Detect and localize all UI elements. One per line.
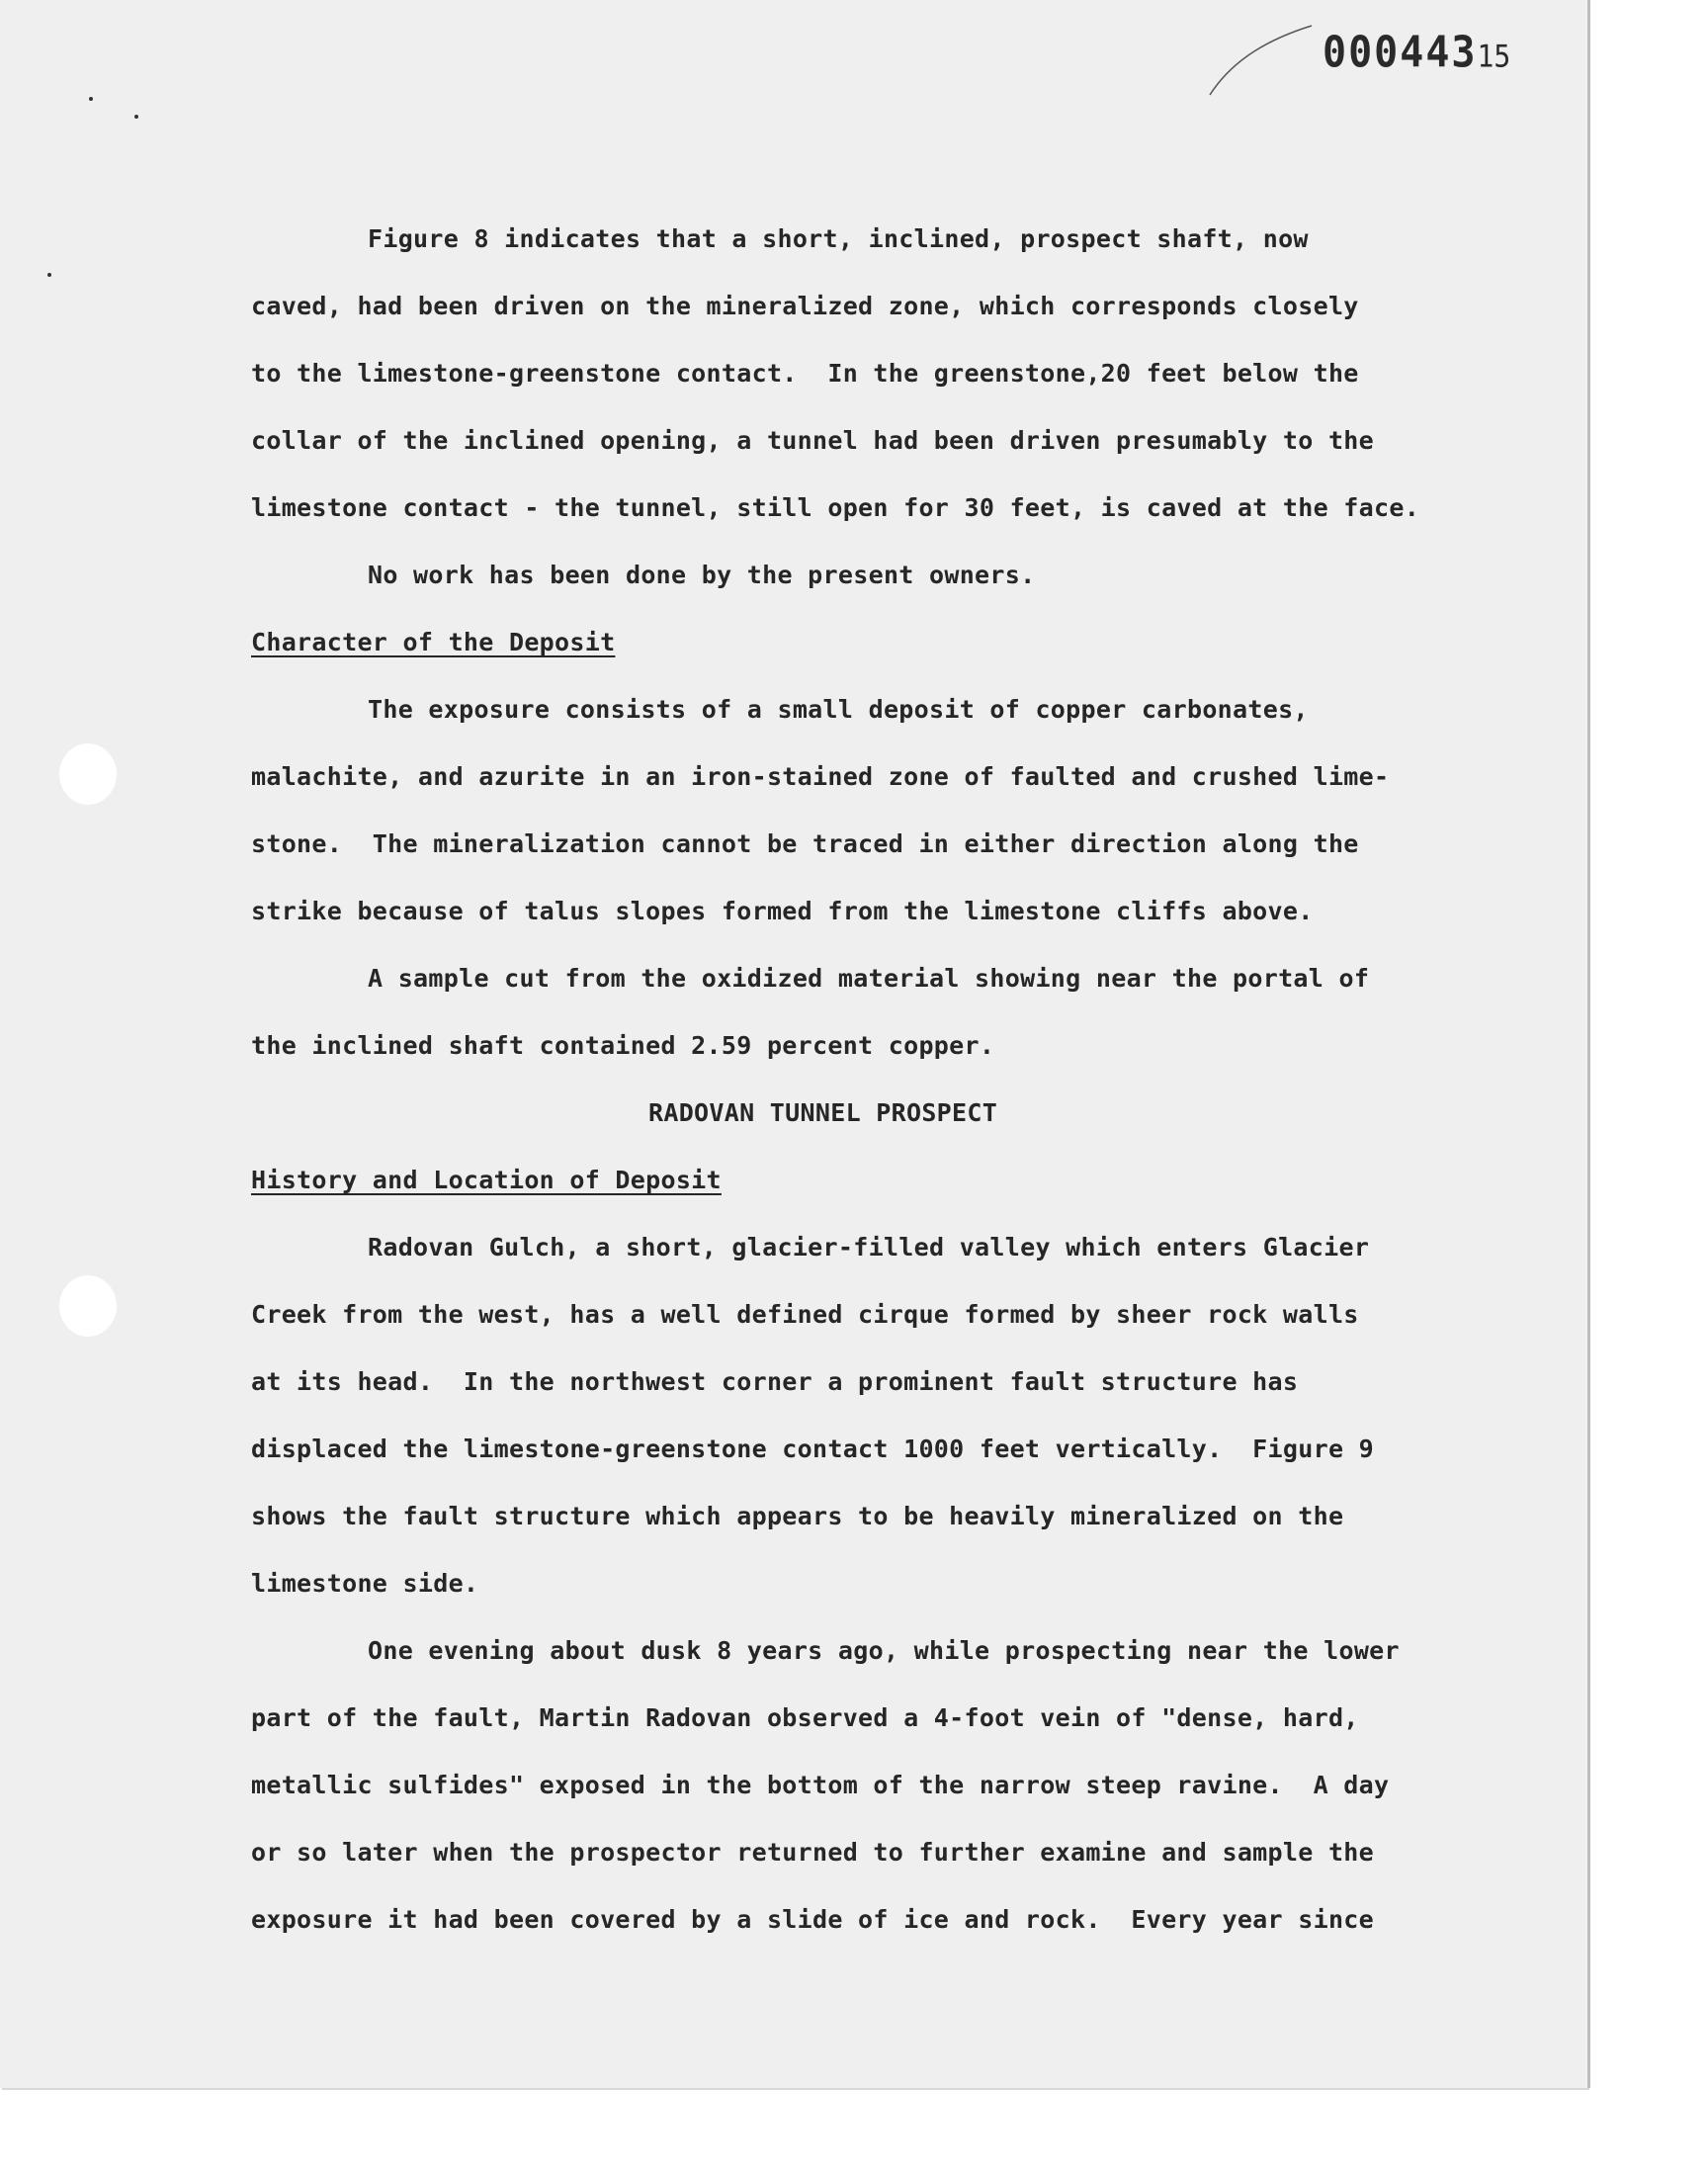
text-line: Creek from the west, has a well defined cirque formed by sheer rock walls xyxy=(251,1300,1359,1329)
punch-hole-lower xyxy=(59,1275,117,1337)
text-line: the inclined shaft contained 2.59 percent copper. xyxy=(251,1031,995,1060)
text-line: collar of the inclined opening, a tunnel had been driven presumably to the xyxy=(251,426,1374,455)
text-line: part of the fault, Martin Radovan observed a 4-foot vein of "dense, hard, xyxy=(251,1703,1359,1732)
page-number-main: 00044 xyxy=(1323,27,1452,78)
paper-speck xyxy=(89,97,93,101)
section-heading-character: Character of the Deposit xyxy=(251,628,616,656)
text-line: Figure 8 indicates that a short, inclined, prospect shaft, now xyxy=(368,224,1309,253)
text-line: limestone side. xyxy=(251,1569,479,1598)
page-number xyxy=(1323,28,1510,78)
page-edge xyxy=(1587,0,1590,2088)
text-line: at its head. In the northwest corner a prominent fault structure has xyxy=(251,1367,1299,1396)
document-body xyxy=(251,206,1536,1954)
pen-stroke-mark xyxy=(1208,18,1317,97)
paper-speck xyxy=(134,115,138,119)
text-line: caved, had been driven on the mineralized zone, which corresponds closely xyxy=(251,292,1359,320)
text-line: exposure it had been covered by a slide of ice and rock. Every year since xyxy=(251,1905,1374,1934)
text-line: Radovan Gulch, a short, glacier-filled valley which enters Glacier xyxy=(368,1233,1370,1262)
text-line: No work has been done by the present owners. xyxy=(368,561,1036,589)
punch-hole-upper xyxy=(59,743,117,805)
paper-speck xyxy=(47,273,51,277)
text-line: metallic sulfides" exposed in the bottom of the narrow steep ravine. A day xyxy=(251,1771,1390,1799)
text-line: malachite, and azurite in an iron-stained zone of faulted and crushed lime- xyxy=(251,762,1390,791)
text-line: strike because of talus slopes formed from the limestone cliffs above. xyxy=(251,897,1314,925)
prospect-title: RADOVAN TUNNEL PROSPECT xyxy=(648,1098,998,1127)
section-heading-history: History and Location of Deposit xyxy=(251,1166,722,1194)
text-line: A sample cut from the oxidized material showing near the portal of xyxy=(368,964,1370,993)
text-line: or so later when the prospector returned to further examine and sample the xyxy=(251,1838,1374,1867)
text-line: The exposure consists of a small deposit of copper carbonates, xyxy=(368,695,1309,724)
text-line: stone. The mineralization cannot be traced in either direction along the xyxy=(251,829,1359,858)
page-number-digit: 3 xyxy=(1451,27,1478,78)
text-line: One evening about dusk 8 years ago, while prospecting near the lower xyxy=(368,1636,1400,1665)
text-line: displaced the limestone-greenstone contact 1000 feet vertically. Figure 9 xyxy=(251,1435,1374,1463)
text-line: limestone contact - the tunnel, still open for 30 feet, is caved at the face. xyxy=(251,493,1420,522)
text-line: to the limestone-greenstone contact. In the greenstone,20 feet below the xyxy=(251,359,1359,388)
page-number-suffix: 15 xyxy=(1477,38,1511,74)
text-line: shows the fault structure which appears to be heavily mineralized on the xyxy=(251,1502,1344,1530)
